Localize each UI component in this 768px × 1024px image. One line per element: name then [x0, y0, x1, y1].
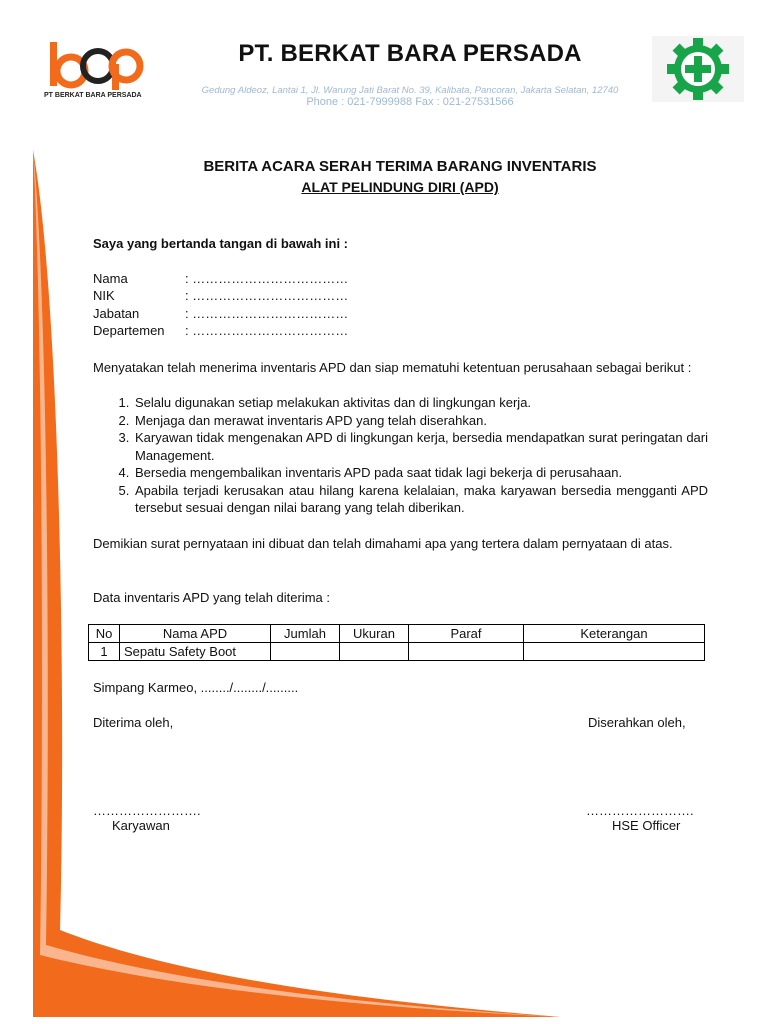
terms-list [93, 394, 708, 517]
field-blank: : ……………………………… [185, 288, 349, 303]
place-date: Simpang Karmeo, ......../......../......... [93, 680, 299, 695]
field-jabatan [93, 306, 348, 321]
signature-line-right: ……………………. [586, 803, 694, 818]
col-header: Jumlah [271, 625, 340, 643]
data-label: Data inventaris APD yang telah diterima : [93, 590, 331, 605]
bbp-logo-icon [44, 40, 150, 92]
document-title: BERITA ACARA SERAH TERIMA BARANG INVENTARIS [203, 158, 597, 175]
list-item: 1. Selalu digunakan setiap melakukan aktivitas dan di lingkungan kerja. [133, 394, 708, 412]
table-cell [409, 643, 524, 661]
list-item: 4. Bersedia mengembalikan inventaris APD pada saat tidak lagi bekerja di perusahaan. [133, 464, 708, 482]
col-header: Nama APD [120, 625, 271, 643]
received-by-label: Diterima oleh, [93, 715, 174, 730]
field-departemen [93, 323, 348, 338]
list-item: 5. Apabila terjadi kerusakan atau hilang karena kelalaian, maka karyawan bersedia mengganti APD tersebut sesuai dengan nilai barang yang telah diberikan. [133, 482, 708, 517]
list-item: 2. Menjaga dan merawat inventaris APD yang telah diserahkan. [133, 412, 708, 430]
company-name: PT. BERKAT BARA PERSADA [238, 40, 582, 67]
k3-safety-gear-cross-icon [652, 36, 744, 102]
list-item: 3. Karyawan tidak mengenakan APD di lingkungan kerja, bersedia mendapatkan surat peringatan dari Management. [133, 429, 708, 464]
logo-caption: PT BERKAT BARA PERSADA [44, 92, 142, 99]
table-header-row [89, 625, 705, 643]
handed-by-label: Diserahkan oleh, [588, 715, 686, 730]
col-header: Paraf [409, 625, 524, 643]
field-label: NIK [93, 288, 115, 303]
signature-line-left: ……………………. [93, 803, 201, 818]
company-address: Gedung Aldeoz, Lantai 1, Jl. Warung Jati Barat No. 39, Kalibata, Pancoran, Jakarta Selatan, 12740 [201, 85, 619, 96]
inventory-table [88, 624, 705, 661]
company-phone: Phone : 021-7999988 Fax : 021-27531566 [306, 96, 514, 108]
table-cell: Sepatu Safety Boot [120, 643, 271, 661]
field-label: Jabatan [93, 306, 140, 321]
col-header: Ukuran [340, 625, 409, 643]
table-row [89, 643, 705, 661]
document-subtitle: ALAT PELINDUNG DIRI (APD) [301, 179, 499, 195]
table-cell: 1 [89, 643, 120, 661]
signer-role-left: Karyawan [112, 818, 170, 833]
field-blank: : ……………………………… [185, 271, 349, 286]
field-nik [93, 288, 348, 303]
col-header: No [89, 625, 120, 643]
closing-paragraph: Demikian surat pernyataan ini dibuat dan telah dimahami apa yang tertera dalam pernyataan di atas. [93, 536, 673, 551]
table-cell [524, 643, 705, 661]
field-label: Departemen [93, 323, 165, 338]
intro-text: Saya yang bertanda tangan di bawah ini : [93, 236, 348, 251]
statement-paragraph: Menyatakan telah menerima inventaris APD dan siap mematuhi ketentuan perusahaan sebagai berikut : [93, 360, 692, 375]
table-cell [340, 643, 409, 661]
col-header: Keterangan [524, 625, 705, 643]
signer-role-right: HSE Officer [612, 818, 681, 833]
field-nama [93, 271, 348, 286]
field-blank: : ……………………………… [185, 306, 349, 321]
field-blank: : ……………………………… [185, 323, 349, 338]
field-label: Nama [93, 271, 128, 286]
table-cell [271, 643, 340, 661]
